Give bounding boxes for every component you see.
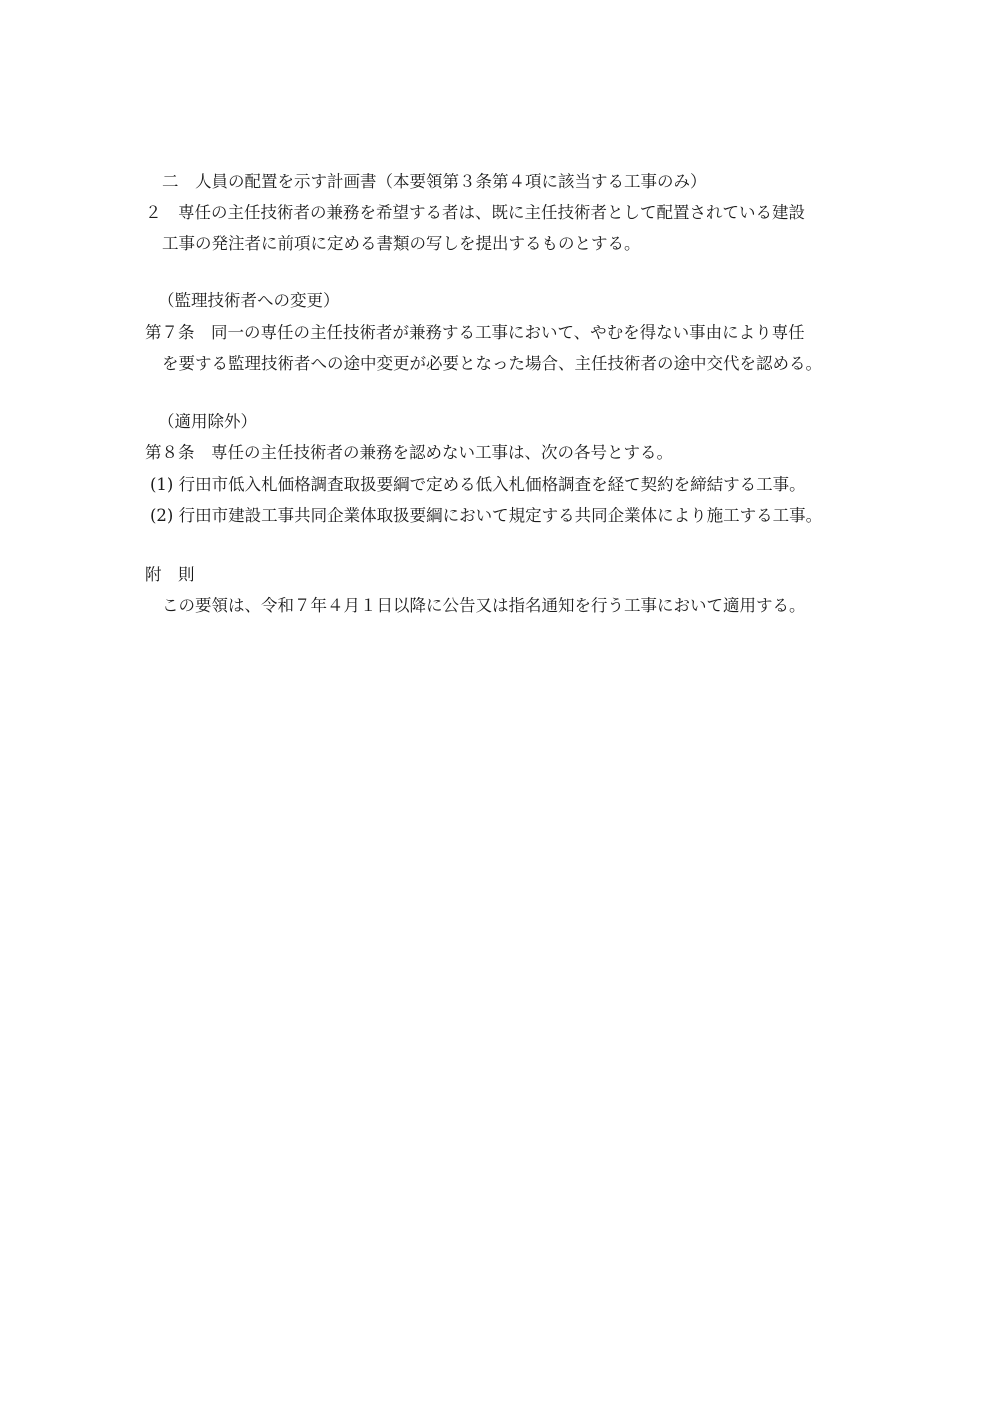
paragraph-2-line-1: ２ 専任の主任技術者の兼務を希望する者は、既に主任技術者として配置されている建設	[145, 203, 805, 222]
paragraph-2-line-2: 工事の発注者に前項に定める書類の写しを提出するものとする。	[162, 234, 641, 253]
supplementary-text: この要領は、令和７年４月１日以降に公告又は指名通知を行う工事において適用する。	[162, 596, 806, 615]
article-8-heading: （適用除外）	[158, 412, 257, 431]
article-8-line-1: 第８条 専任の主任技術者の兼務を認めない工事は、次の各号とする。	[145, 443, 673, 462]
supplementary-heading: 附 則	[145, 565, 195, 584]
article-7-line-2: を要する監理技術者への途中変更が必要となった場合、主任技術者の途中交代を認める。	[162, 354, 822, 373]
article-8-item-1: (1) 行田市低入札価格調査取扱要綱で定める低入札価格調査を経て契約を締結する工事。	[150, 475, 806, 494]
article-7-heading: （監理技術者への変更）	[158, 291, 340, 310]
plan-item-two: 二 人員の配置を示す計画書（本要領第３条第４項に該当する工事のみ）	[162, 172, 707, 191]
article-8-item-2: (2) 行田市建設工事共同企業体取扱要綱において規定する共同企業体により施工する工事。	[150, 506, 823, 525]
article-7-line-1: 第７条 同一の専任の主任技術者が兼務する工事において、やむを得ない事由により専任	[145, 323, 805, 342]
